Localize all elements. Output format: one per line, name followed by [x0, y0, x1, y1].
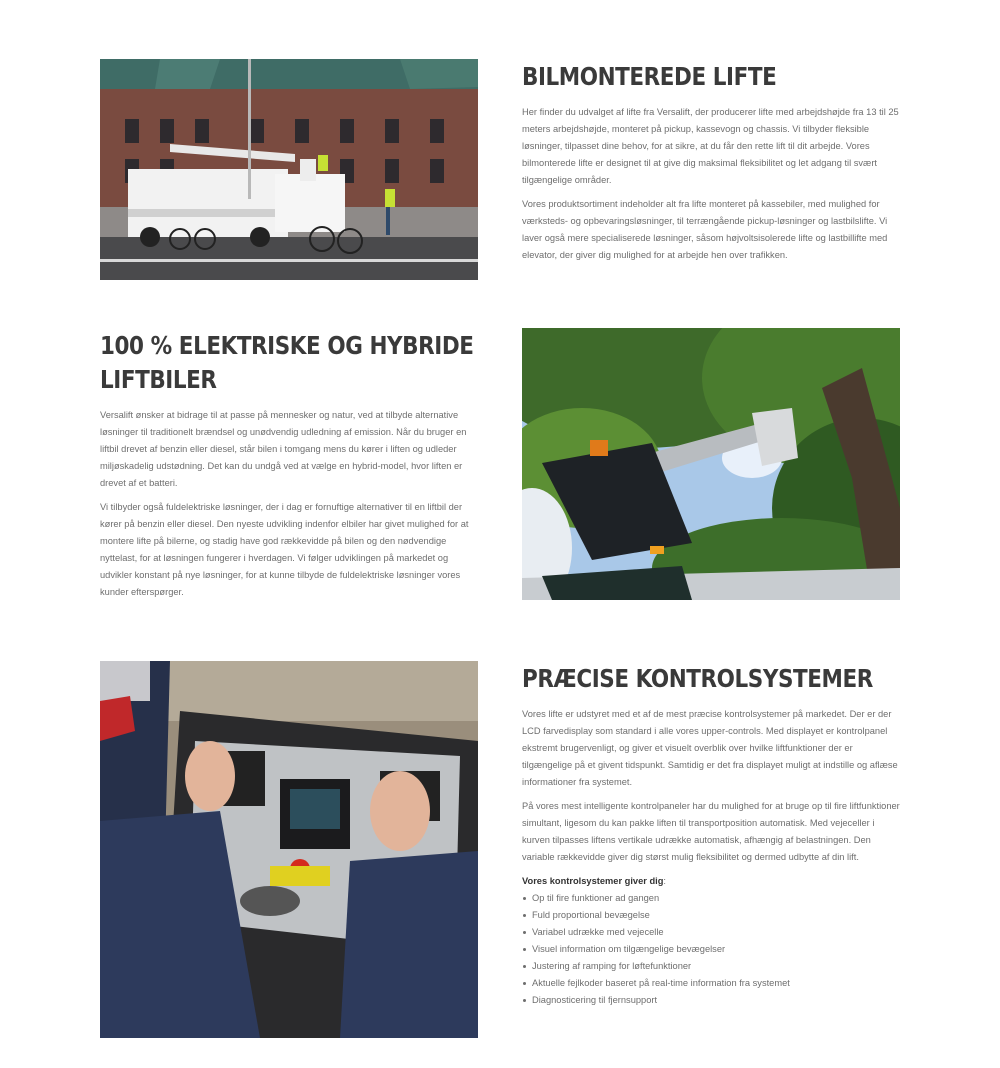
- heading-elektriske-line2: LIFTBILER: [100, 365, 217, 394]
- list-item: Fuld proportional bevægelse: [522, 907, 902, 924]
- paragraph: Her finder du udvalget af lifte fra Versalift, der producerer lifte med arbejdshøjde fra 13 til 25 meters arbejdshøjde, monteret på pickup, kassevogn og chassis. Vi tilbyder fleksible løsninger, tilpasset dine behov, for at sikre, at du får den rette lift til dit arbejde. Vores bilmonterede lifte er designet til at give dig maksimal fleksibilitet og let adgang til svært tilgængelige områder.: [522, 107, 899, 185]
- paragraph: På vores mest intelligente kontrolpaneler har du mulighed for at bruge op til fire liftfunktioner simultant, ligesom du kan pakke liften til transportposition automatisk. Med vejeceller i kurven tilpasses liftens vertikale udrække automatisk, afhængig af belastningen. Den variable rækkevidde giver dig størst mulig fleksibilitet og dermed udbytte af din lift.: [522, 801, 900, 862]
- control-panel-image: [100, 661, 478, 1038]
- features-list-title: Vores kontrolsystemer giver dig:: [522, 876, 666, 886]
- list-item: Diagnosticering til fjernsupport: [522, 992, 902, 1009]
- section-elektriske: [100, 329, 480, 601]
- truck-lift-image: [100, 59, 478, 280]
- tree-lift-image: [522, 328, 900, 600]
- paragraph: Vi tilbyder også fuldelektriske løsninger, der i dag er fornuftige alternativer til en liftbil der kører på benzin eller diesel. Den nyeste udvikling indenfor elbiler har givet mulighed for at montere lifte på bilerne, og stadig have god rækkevidde på bilen og den nødvendige nyttelast, for at løsningen fungerer i hverdagen. Vi følger udviklingen på markedet og udvikler konstant på nye løsninger, for at kunne tilbyde de fuldelektriske løsninger vores kunder efterspørger.: [100, 502, 469, 597]
- heading-praecise-kontrolsystemer: PRÆCISE KONTROLSYSTEMER: [522, 664, 873, 693]
- features-list: [522, 890, 902, 1009]
- list-item: Variabel udrække med vejecelle: [522, 924, 902, 941]
- list-item: Justering af ramping for løftefunktioner: [522, 958, 902, 975]
- paragraph: Vores produktsortiment indeholder alt fra lifte monteret på kassebiler, med mulighed for værksteds- og opbevaringsløsninger, til terrængående pickup-løsninger og lastbilslifte. Vi laver også mere specialiserede løsninger, såsom højvoltsisolerede lifte og lastbillifte med elevator, der giver dig mulighed for at arbejde hen over trafikken.: [522, 199, 888, 260]
- paragraph: Vores lifte er udstyret med et af de mest præcise kontrolsystemer på markedet. Der er der LCD farvedisplay som standard i alle vores upper-controls. Med displayet er kontrolpanel ekstremt brugervenligt, og giver et visuelt overblik over hvilke liftfunktioner der er tilgængelige på et givent tidspunkt. Samtidig er det fra displayet muligt at indstille og aflæse informationer fra systemet.: [522, 709, 898, 787]
- list-item: Op til fire funktioner ad gangen: [522, 890, 902, 907]
- heading-elektriske-line1: 100 % ELEKTRISKE OG HYBRIDE: [100, 331, 474, 360]
- section-kontrolsystemer: [522, 662, 902, 1009]
- section-bilmonterede: [522, 60, 902, 264]
- heading-bilmonterede-lifte: BILMONTEREDE LIFTE: [522, 62, 777, 91]
- paragraph: Versalift ønsker at bidrage til at passe på mennesker og natur, ved at tilbyde alternative løsninger til traditionelt brændsel og unødvendig udledning af emission. Når du bruger en liftbil drevet af benzin eller diesel, står bilen i tomgang mens du kører i liften og udleder miljøskadelig udstødning. Det kan du undgå ved at vælge en hybrid-model, hvor liften er drevet af et batteri.: [100, 410, 467, 488]
- list-item: Aktuelle fejlkoder baseret på real-time information fra systemet: [522, 975, 902, 992]
- list-item: Visuel information om tilgængelige bevægelser: [522, 941, 902, 958]
